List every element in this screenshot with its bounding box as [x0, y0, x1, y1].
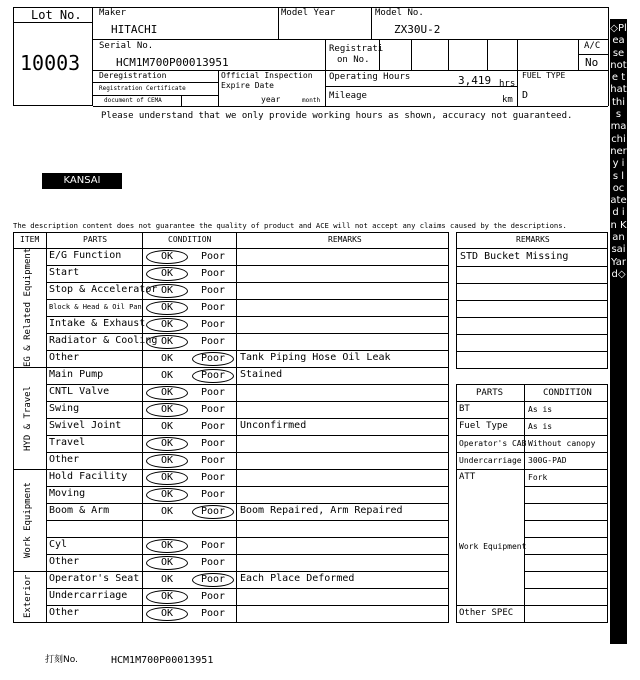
condition-poor: Poor — [200, 353, 226, 364]
part-name: Boom & Arm — [49, 505, 110, 516]
side-note-text: ◇Please note that this machinery is located in Kansai Yard◇ — [610, 23, 630, 280]
hrs-unit: hrs — [499, 79, 516, 89]
deregistration-label: Deregistration — [99, 71, 167, 80]
condition-poor: Poor — [200, 336, 226, 347]
spec-part-fuel-type: Fuel Type — [459, 421, 508, 431]
condition-ok: OK — [160, 336, 174, 347]
part-name: Intake & Exhaust — [49, 318, 146, 329]
fuel-type-label: FUEL TYPE — [522, 71, 566, 80]
condition-ok: OK — [160, 353, 174, 364]
inspection-label-1: Official Inspection — [221, 71, 313, 80]
month-label: month — [302, 97, 321, 104]
condition-ok: OK — [160, 268, 174, 279]
selection-circle — [146, 284, 188, 298]
selection-circle — [146, 556, 188, 570]
condition-ok: OK — [160, 574, 174, 585]
part-name: Undercarriage — [49, 590, 128, 601]
registration-label-2: on No. — [337, 55, 370, 65]
condition-ok: OK — [160, 319, 174, 330]
condition-poor: Poor — [200, 319, 226, 330]
maker-value: HITACHI — [111, 23, 158, 36]
part-name: CNTL Valve — [49, 386, 110, 397]
part-name: Travel — [49, 437, 86, 448]
part-name: Block & Head & Oil Pan — [49, 303, 142, 311]
remark: Unconfirmed — [240, 420, 307, 431]
condition-poor: Poor — [200, 421, 226, 432]
condition-ok: OK — [160, 404, 174, 415]
part-name: Swing — [49, 403, 80, 414]
section-label: EG & Related Equipment — [23, 247, 33, 368]
registration-label-1: Registrati — [329, 44, 384, 54]
condition-poor: Poor — [200, 387, 226, 398]
year-label: year — [261, 95, 281, 104]
operating-hours-label: Operating Hours — [329, 72, 411, 82]
selection-circle — [146, 318, 188, 332]
remark: Tank Piping Hose Oil Leak — [240, 352, 391, 363]
selection-circle — [146, 386, 188, 400]
fuel-type-value: D — [522, 90, 529, 101]
km-unit: km — [502, 95, 513, 105]
document-cema-label: document of CEMA — [104, 97, 162, 104]
part-name: Operator's Seat — [49, 573, 140, 584]
part-name: E/G Function — [49, 250, 122, 261]
condition-poor: Poor — [200, 489, 226, 500]
condition-ok: OK — [160, 540, 174, 551]
condition-ok: OK — [160, 455, 174, 466]
condition-poor: Poor — [200, 268, 226, 279]
condition-poor: Poor — [200, 404, 226, 415]
section-label: Exterior — [23, 574, 33, 619]
model-no-value: ZX30U-2 — [394, 23, 441, 36]
spec-value-operator-cab: Without canopy — [528, 439, 596, 448]
header-remarks: REMARKS — [328, 235, 362, 244]
remark: Each Place Deformed — [240, 573, 355, 584]
remark: Boom Repaired, Arm Repaired — [240, 505, 403, 516]
operating-hours-value: 3,419 — [458, 74, 492, 87]
registration-certificate-label: Registration Certificate — [99, 85, 186, 92]
part-name: Cyl — [49, 539, 68, 550]
selection-circle — [146, 301, 188, 315]
selection-circle — [192, 573, 234, 587]
section-label: Work Equipment — [23, 482, 33, 558]
selection-circle — [146, 335, 188, 349]
condition-poor: Poor — [200, 574, 226, 585]
part-name: Radiator & Cooling — [49, 335, 158, 346]
part-name: Hold Facility — [49, 471, 128, 482]
condition-ok: OK — [160, 285, 174, 296]
location-badge — [42, 173, 122, 189]
selection-circle — [146, 267, 188, 281]
part-name: Swivel Joint — [49, 420, 122, 431]
right-remarks-line: STD Bucket Missing — [460, 251, 569, 262]
inspection-label-2: Expire Date — [221, 81, 274, 90]
condition-ok: OK — [160, 302, 174, 313]
stamp-label: 打刻No. — [45, 655, 78, 665]
lot-number: 10003 — [20, 51, 81, 75]
header-item: ITEM — [20, 235, 40, 244]
condition-ok: OK — [160, 608, 174, 619]
selection-circle — [146, 250, 188, 264]
model-no-label: Model No. — [375, 8, 424, 18]
stamp-value: HCM1M700P00013951 — [111, 655, 214, 666]
condition-poor: Poor — [200, 302, 226, 313]
condition-poor: Poor — [200, 455, 226, 466]
condition-ok: OK — [160, 557, 174, 568]
condition-poor: Poor — [200, 591, 226, 602]
spec-other-label: Other SPEC — [459, 608, 514, 618]
spec-condition-header: CONDITION — [543, 388, 592, 398]
selection-circle — [146, 454, 188, 468]
selection-circle — [146, 471, 188, 485]
condition-ok: OK — [160, 251, 174, 262]
header-condition: CONDITION — [168, 235, 212, 244]
maker-label: Maker — [99, 8, 127, 18]
model-year-label: Model Year — [281, 8, 336, 18]
selection-circle — [192, 505, 234, 519]
condition-ok: OK — [160, 591, 174, 602]
lot-label: Lot No. — [31, 8, 82, 22]
spec-value-undercarriage: 300G-PAD — [528, 456, 567, 465]
ac-value: No — [585, 56, 599, 69]
part-name: Main Pump — [49, 369, 104, 380]
condition-ok: OK — [160, 370, 174, 381]
spec-part-undercarriage: Undercarriage — [459, 456, 522, 465]
selection-circle — [192, 369, 234, 383]
selection-circle — [146, 607, 188, 621]
condition-ok: OK — [160, 387, 174, 398]
spec-parts-header: PARTS — [476, 388, 504, 398]
part-name: Stop & Accelerator — [49, 284, 158, 295]
part-name: Start — [49, 267, 80, 278]
side-note-strip — [610, 19, 630, 644]
condition-poor: Poor — [200, 557, 226, 568]
condition-ok: OK — [160, 506, 174, 517]
section-label: HYD & Travel — [23, 385, 33, 451]
condition-ok: OK — [160, 489, 174, 500]
spec-work-equipment-label: Work Equipment — [459, 542, 527, 551]
spec-value-bt: As is — [528, 405, 553, 414]
condition-poor: Poor — [200, 472, 226, 483]
remark: Stained — [240, 369, 283, 380]
condition-poor: Poor — [200, 370, 226, 381]
selection-circle — [146, 488, 188, 502]
ac-label: A/C — [584, 41, 601, 51]
part-name: Other — [49, 454, 80, 465]
selection-circle — [146, 590, 188, 604]
condition-poor: Poor — [200, 251, 226, 262]
mileage-label: Mileage — [329, 91, 367, 101]
serial-label: Serial No. — [99, 41, 154, 51]
condition-ok: OK — [160, 438, 174, 449]
condition-ok: OK — [160, 472, 174, 483]
condition-poor: Poor — [200, 608, 226, 619]
part-name: Moving — [49, 488, 86, 499]
disclaimer: The description content does not guarantee the quality of product and ACE will not accept any claims caused by the descriptions. — [13, 221, 567, 230]
condition-poor: Poor — [200, 540, 226, 551]
serial-value: HCM1M700P00013951 — [116, 56, 229, 69]
condition-poor: Poor — [200, 438, 226, 449]
selection-circle — [146, 403, 188, 417]
spec-att-value: Fork — [528, 473, 548, 482]
condition-ok: OK — [160, 421, 174, 432]
spec-part-bt: BT — [459, 404, 470, 414]
location-badge-text: KANSAI — [63, 175, 101, 186]
condition-poor: Poor — [200, 285, 226, 296]
selection-circle — [146, 437, 188, 451]
condition-poor: Poor — [200, 506, 226, 517]
part-name: Other — [49, 556, 80, 567]
spec-value-fuel-type: As is — [528, 422, 553, 431]
part-name: Other — [49, 352, 80, 363]
part-name: Other — [49, 607, 80, 618]
selection-circle — [146, 539, 188, 553]
header-parts: PARTS — [83, 235, 108, 244]
spec-part-operator-cab: Operator's CAB — [459, 439, 527, 448]
selection-circle — [192, 352, 234, 366]
spec-att-label: ATT — [459, 472, 476, 482]
hours-notice: Please understand that we only provide working hours as shown, accuracy not guaranteed. — [101, 111, 573, 121]
right-remarks-header: REMARKS — [516, 235, 550, 244]
